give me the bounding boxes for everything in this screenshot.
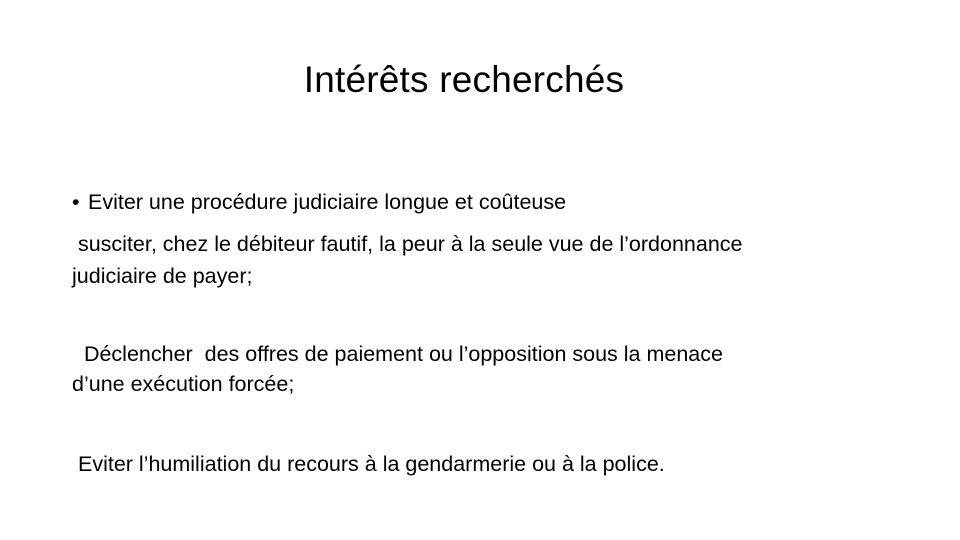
paragraph-line-2: susciter, chez le débiteur fautif, la peur à la seule vue de l’ordonnance: [72, 232, 743, 256]
paragraph-line-6: Eviter l’humiliation du recours à la gendarmerie ou à la police.: [72, 452, 665, 476]
slide-title: Intérêts recherchés: [303, 59, 625, 100]
paragraph-line-3: judiciaire de payer;: [72, 264, 253, 288]
paragraph-line-4: Déclencher des offres de paiement ou l’opposition sous la menace: [72, 342, 723, 366]
bullet-icon: •: [72, 190, 80, 214]
paragraph-line-5: d’une exécution forcée;: [72, 372, 295, 396]
paragraph-line-1: [72, 188, 892, 217]
line-text-1: Eviter une procédure judiciaire longue et coûteuse: [88, 190, 567, 214]
